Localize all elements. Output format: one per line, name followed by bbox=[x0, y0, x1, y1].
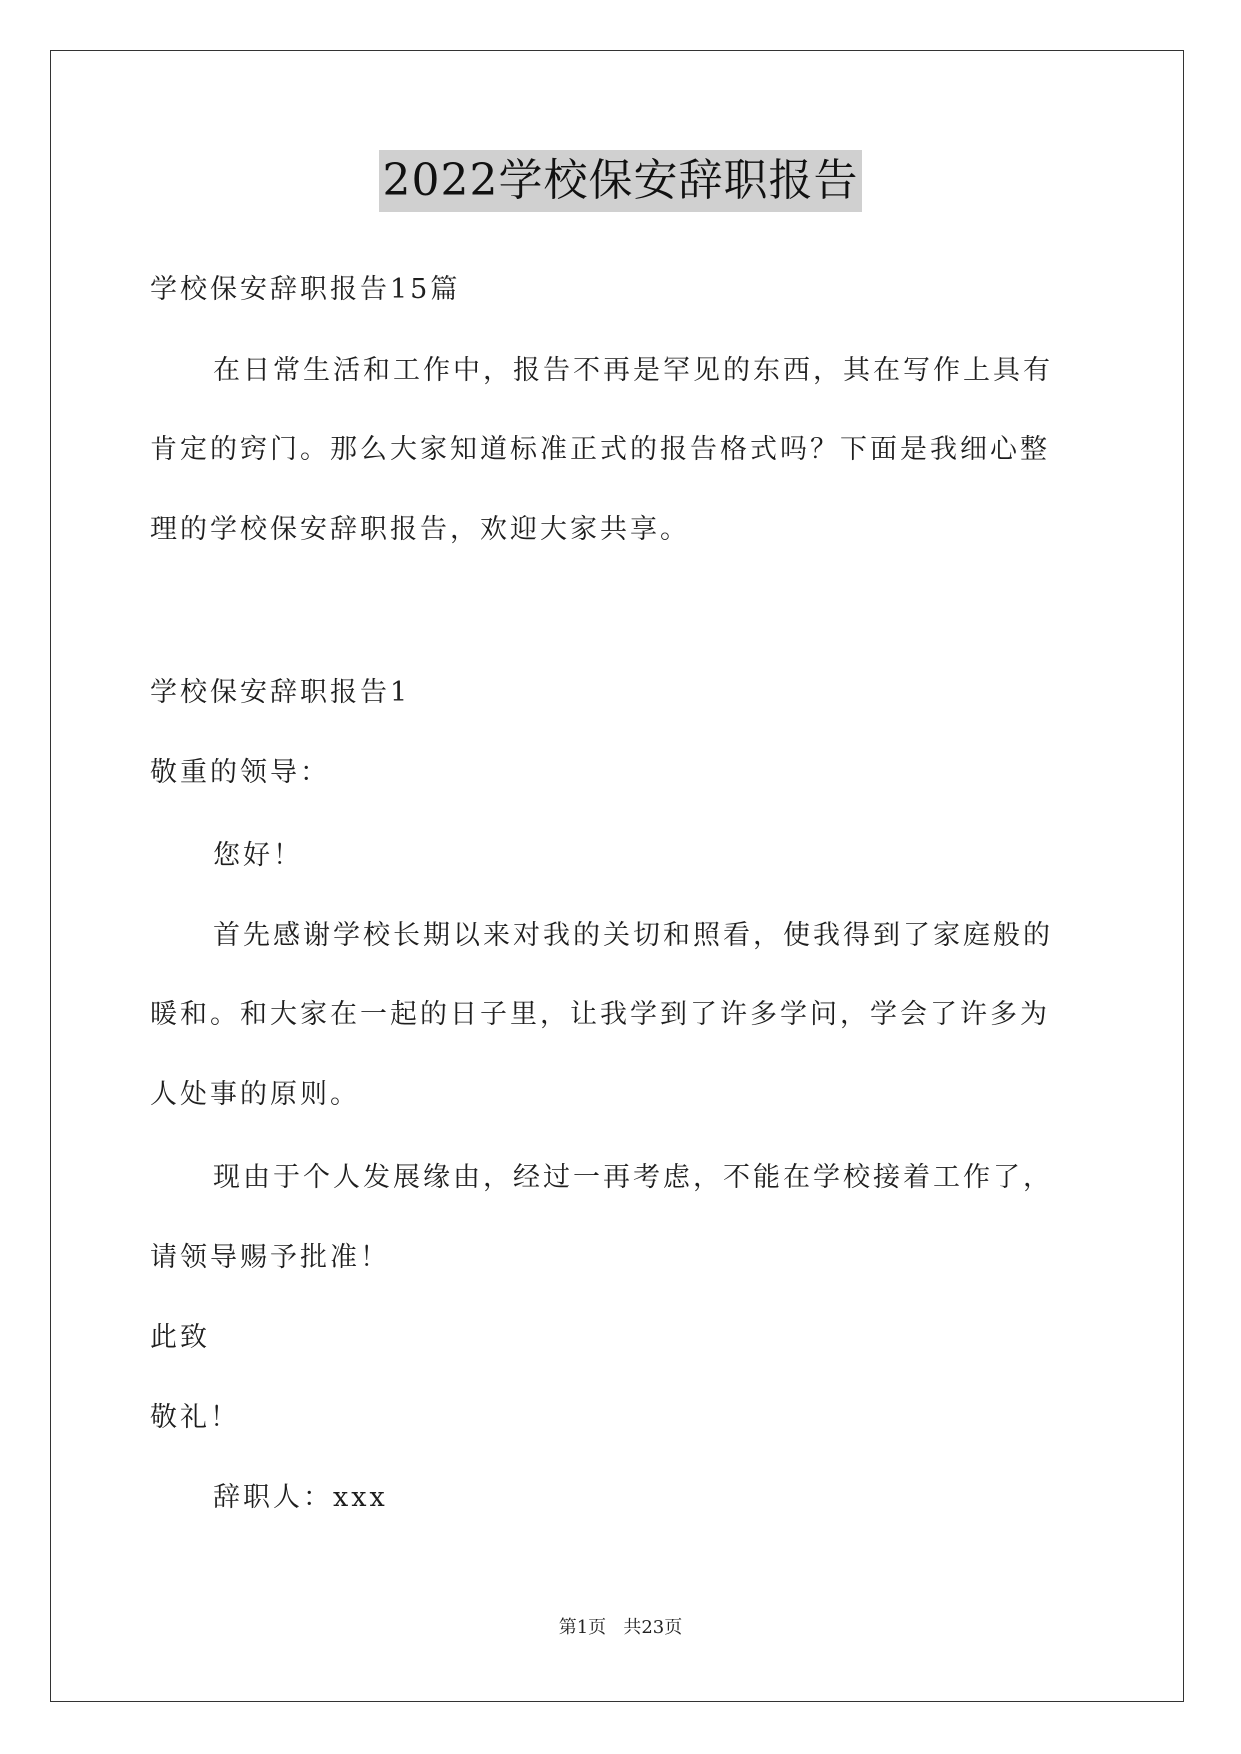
closing-line-2: 敬礼！ bbox=[150, 1402, 240, 1433]
paragraph1-line-2: 暖和。和大家在一起的日子里，让我学到了许多学问，学会了许多为 bbox=[150, 999, 1050, 1030]
document-title: 2022学校保安辞职报告 bbox=[379, 150, 863, 212]
document-subtitle: 学校保安辞职报告15篇 bbox=[150, 274, 461, 305]
intro-line-1: 在日常生活和工作中，报告不再是罕见的东西，其在写作上具有 bbox=[213, 355, 1053, 386]
section-heading: 学校保安辞职报告1 bbox=[150, 677, 411, 708]
greeting: 您好！ bbox=[213, 840, 303, 871]
title-container bbox=[0, 150, 1241, 212]
paragraph2-line-2: 请领导赐予批准！ bbox=[150, 1242, 390, 1273]
signature: 辞职人：xxx bbox=[213, 1482, 388, 1513]
paragraph1-line-3: 人处事的原则。 bbox=[150, 1079, 360, 1110]
intro-line-3: 理的学校保安辞职报告，欢迎大家共享。 bbox=[150, 514, 690, 545]
page-footer bbox=[0, 1616, 1241, 1640]
closing-line-1: 此致 bbox=[150, 1322, 210, 1353]
intro-line-2: 肯定的窍门。那么大家知道标准正式的报告格式吗？下面是我细心整 bbox=[150, 434, 1050, 465]
page-number: 第1页 bbox=[558, 1617, 607, 1638]
paragraph2-line-1: 现由于个人发展缘由，经过一再考虑，不能在学校接着工作了， bbox=[213, 1162, 1053, 1193]
page-total: 共23页 bbox=[623, 1617, 683, 1638]
paragraph1-line-1: 首先感谢学校长期以来对我的关切和照看，使我得到了家庭般的 bbox=[213, 920, 1053, 951]
salutation: 敬重的领导： bbox=[150, 757, 330, 788]
